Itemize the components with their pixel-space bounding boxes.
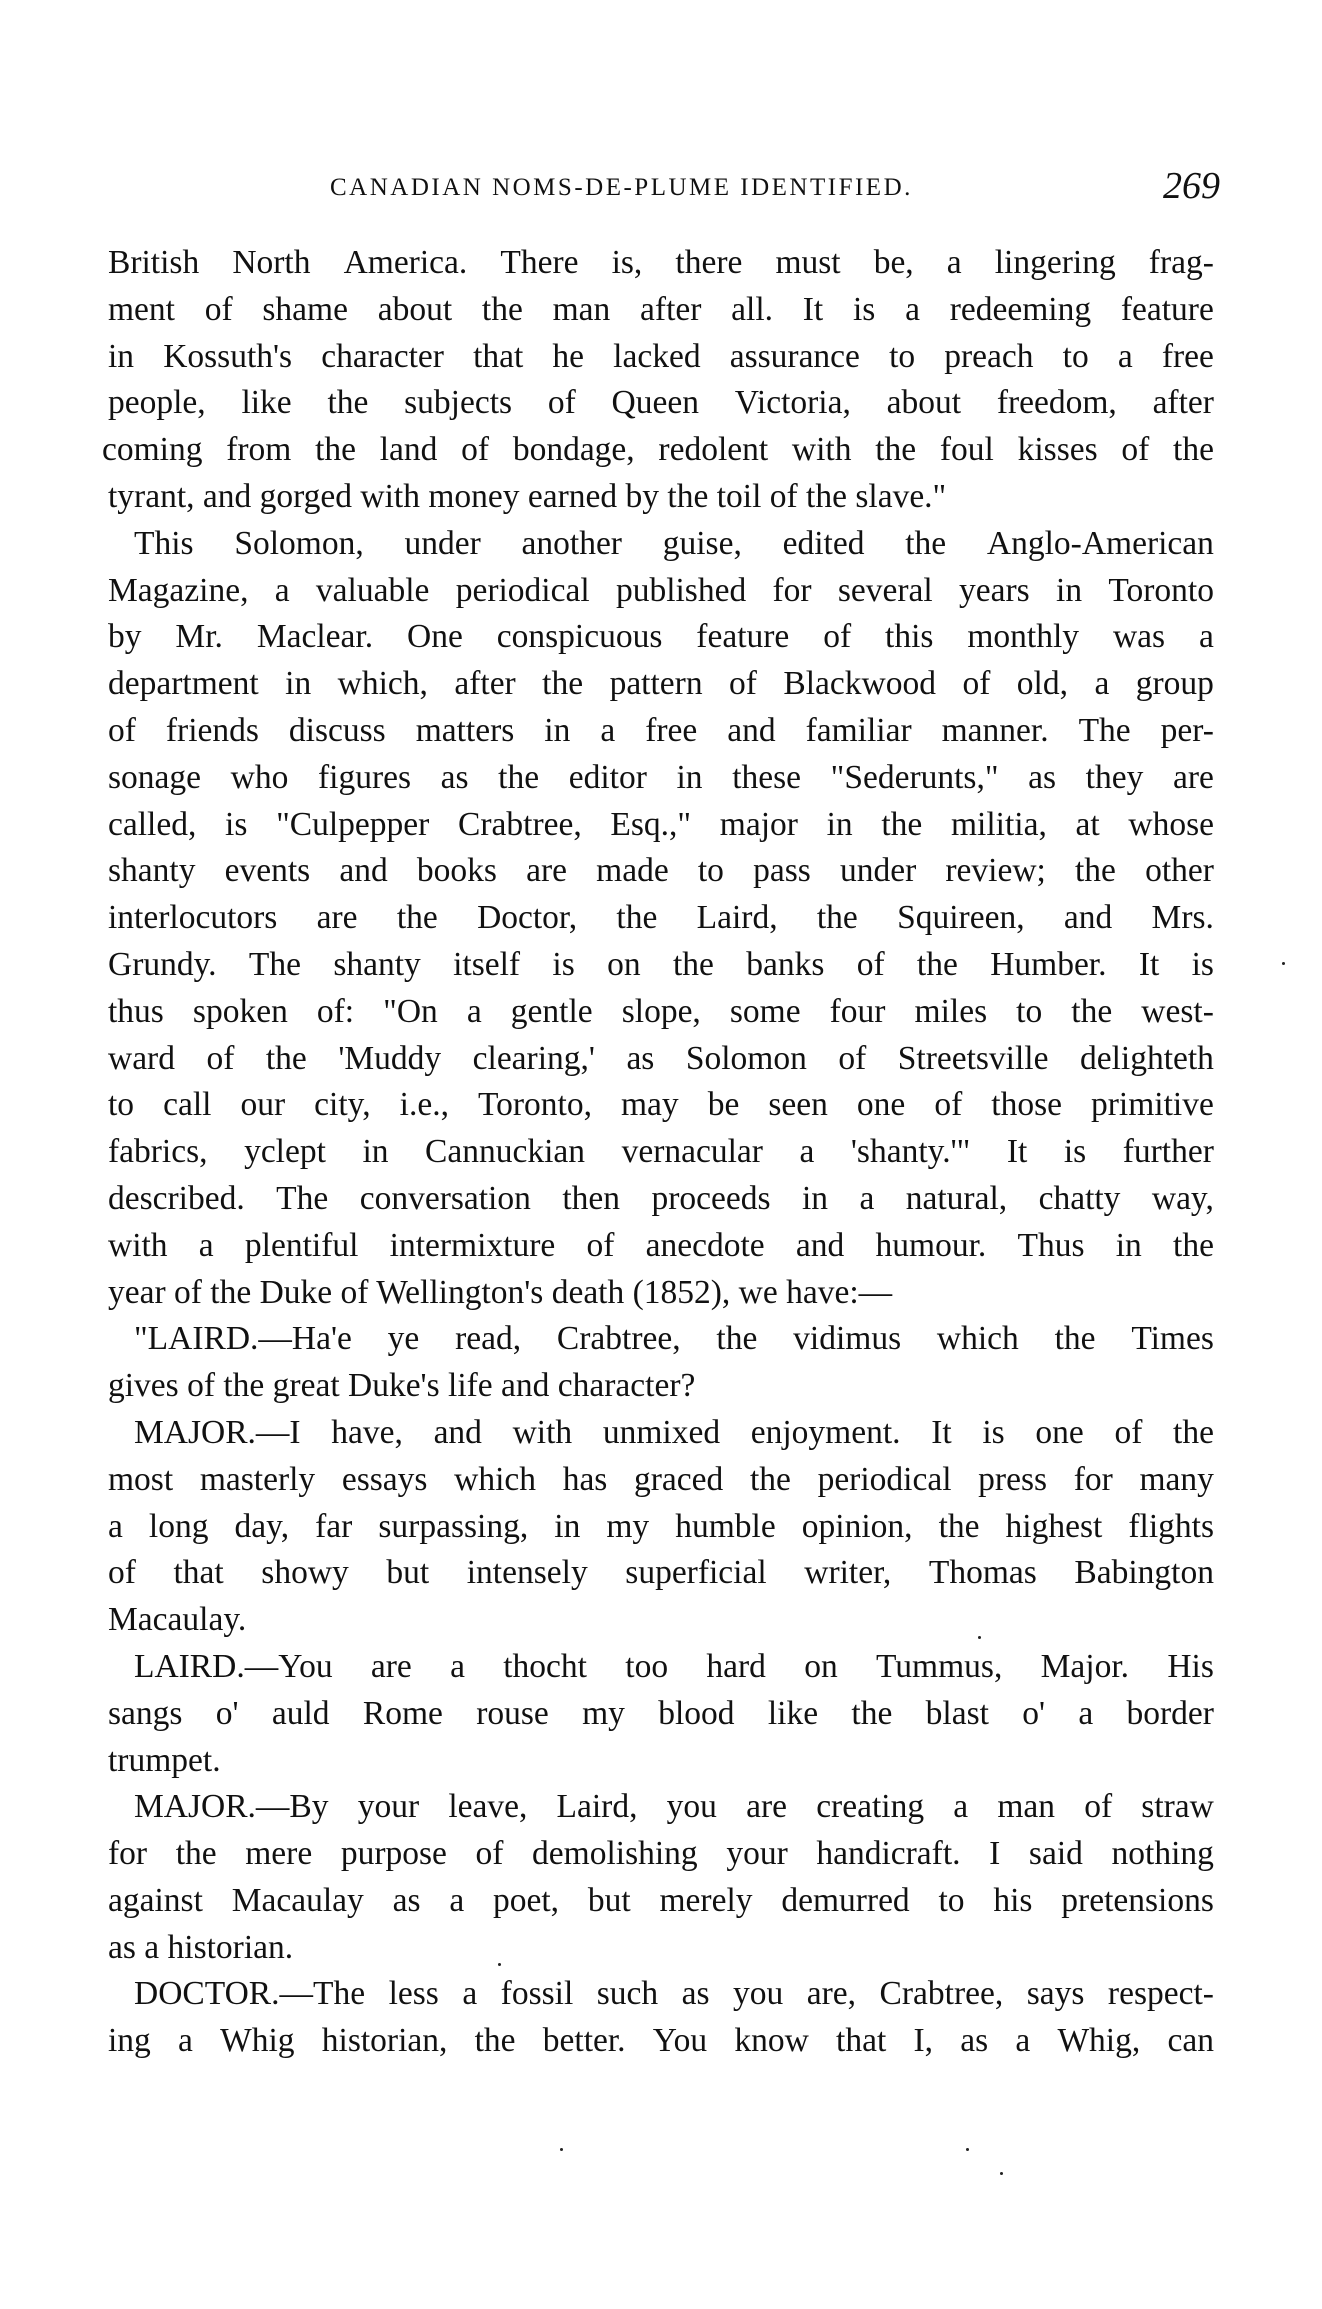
- text-line: people, like the subjects of Queen Victoria, about freedom, after: [108, 384, 1214, 422]
- text-line: DOCTOR.—The less a fossil such as you are, Crabtree, says respect-: [134, 1975, 1214, 2013]
- text-line: ment of shame about the man after all. It is a redeeming feature: [108, 290, 1214, 328]
- body-text: [102, 240, 1214, 2065]
- text-line: British North America. There is, there must be, a lingering frag-: [108, 244, 1214, 281]
- text-line: shanty events and books are made to pass under review; the other: [108, 852, 1214, 890]
- text-line: tyrant, and gorged with money earned by the toil of the slave.": [108, 477, 947, 515]
- text-line: Magazine, a valuable periodical published for several years in Toronto: [108, 571, 1214, 609]
- text-line: LAIRD.—You are a thocht too hard on Tummus, Major. His: [134, 1647, 1214, 1685]
- text-line: of friends discuss matters in a free and familiar manner. The per-: [108, 711, 1214, 749]
- text-line: by Mr. Maclear. One conspicuous feature of this monthly was a: [108, 618, 1214, 656]
- text-line: fabrics, yclept in Cannuckian vernacular a 'shanty.'" It is further: [108, 1133, 1214, 1171]
- text-line: with a plentiful intermixture of anecdote and humour. Thus in the: [108, 1226, 1214, 1264]
- text-line: department in which, after the pattern of Blackwood of old, a group: [108, 665, 1214, 703]
- page-header: [110, 165, 1220, 220]
- text-line: of that showy but intensely superficial writer, Thomas Babington: [108, 1554, 1214, 1592]
- text-line: as a historian.: [108, 1928, 294, 1966]
- text-line: against Macaulay as a poet, but merely demurred to his pretensions: [108, 1881, 1214, 1919]
- text-line: interlocutors are the Doctor, the Laird, the Squireen, and Mrs.: [108, 899, 1214, 937]
- text-line: Macaulay.: [108, 1601, 247, 1639]
- print-speck: [978, 1636, 981, 1639]
- text-line: year of the Duke of Wellington's death (1852), we have:—: [108, 1273, 893, 1311]
- text-line: MAJOR.—I have, and with unmixed enjoyment. It is one of the: [134, 1413, 1214, 1451]
- running-head: CANADIAN NOMS-DE-PLUME IDENTIFIED.: [330, 174, 913, 201]
- text-line: described. The conversation then proceeds in a natural, chatty way,: [108, 1179, 1214, 1217]
- print-speck: [560, 2148, 563, 2151]
- text-line: ing a Whig historian, the better. You know that I, as a Whig, can: [108, 2022, 1214, 2060]
- text-line: for the mere purpose of demolishing your handicraft. I said nothing: [108, 1835, 1214, 1873]
- text-line: gives of the great Duke's life and character?: [108, 1367, 696, 1405]
- text-line: trumpet.: [108, 1741, 221, 1779]
- print-speck: [498, 1963, 501, 1966]
- text-line: called, is "Culpepper Crabtree, Esq.," major in the militia, at whose: [108, 805, 1214, 843]
- print-speck: [966, 2148, 969, 2151]
- text-line: sonage who figures as the editor in these "Sederunts," as they are: [108, 758, 1214, 796]
- text-line: Grundy. The shanty itself is on the banks of the Humber. It is: [108, 945, 1214, 983]
- text-line: This Solomon, under another guise, edited the Anglo-American: [134, 524, 1214, 562]
- text-line: to call our city, i.e., Toronto, may be seen one of those primitive: [108, 1086, 1214, 1124]
- page-number: 269: [1163, 165, 1220, 207]
- print-speck: [1000, 2172, 1003, 2175]
- text-line: thus spoken of: "On a gentle slope, some four miles to the west-: [108, 992, 1214, 1030]
- text-line: sangs o' auld Rome rouse my blood like the blast o' a border: [108, 1694, 1214, 1732]
- text-line: a long day, far surpassing, in my humble opinion, the highest flights: [108, 1507, 1214, 1545]
- text-line: "LAIRD.—Ha'e ye read, Crabtree, the vidimus which the Times: [134, 1320, 1214, 1358]
- text-line: coming from the land of bondage, redolent with the foul kisses of the: [102, 431, 1214, 469]
- text-line: MAJOR.—By your leave, Laird, you are creating a man of straw: [134, 1788, 1214, 1826]
- text-line: most masterly essays which has graced the periodical press for many: [108, 1460, 1214, 1498]
- text-line: ward of the 'Muddy clearing,' as Solomon of Streetsville delighteth: [108, 1039, 1214, 1077]
- print-speck: [1282, 962, 1285, 965]
- text-line: in Kossuth's character that he lacked assurance to preach to a free: [108, 337, 1214, 375]
